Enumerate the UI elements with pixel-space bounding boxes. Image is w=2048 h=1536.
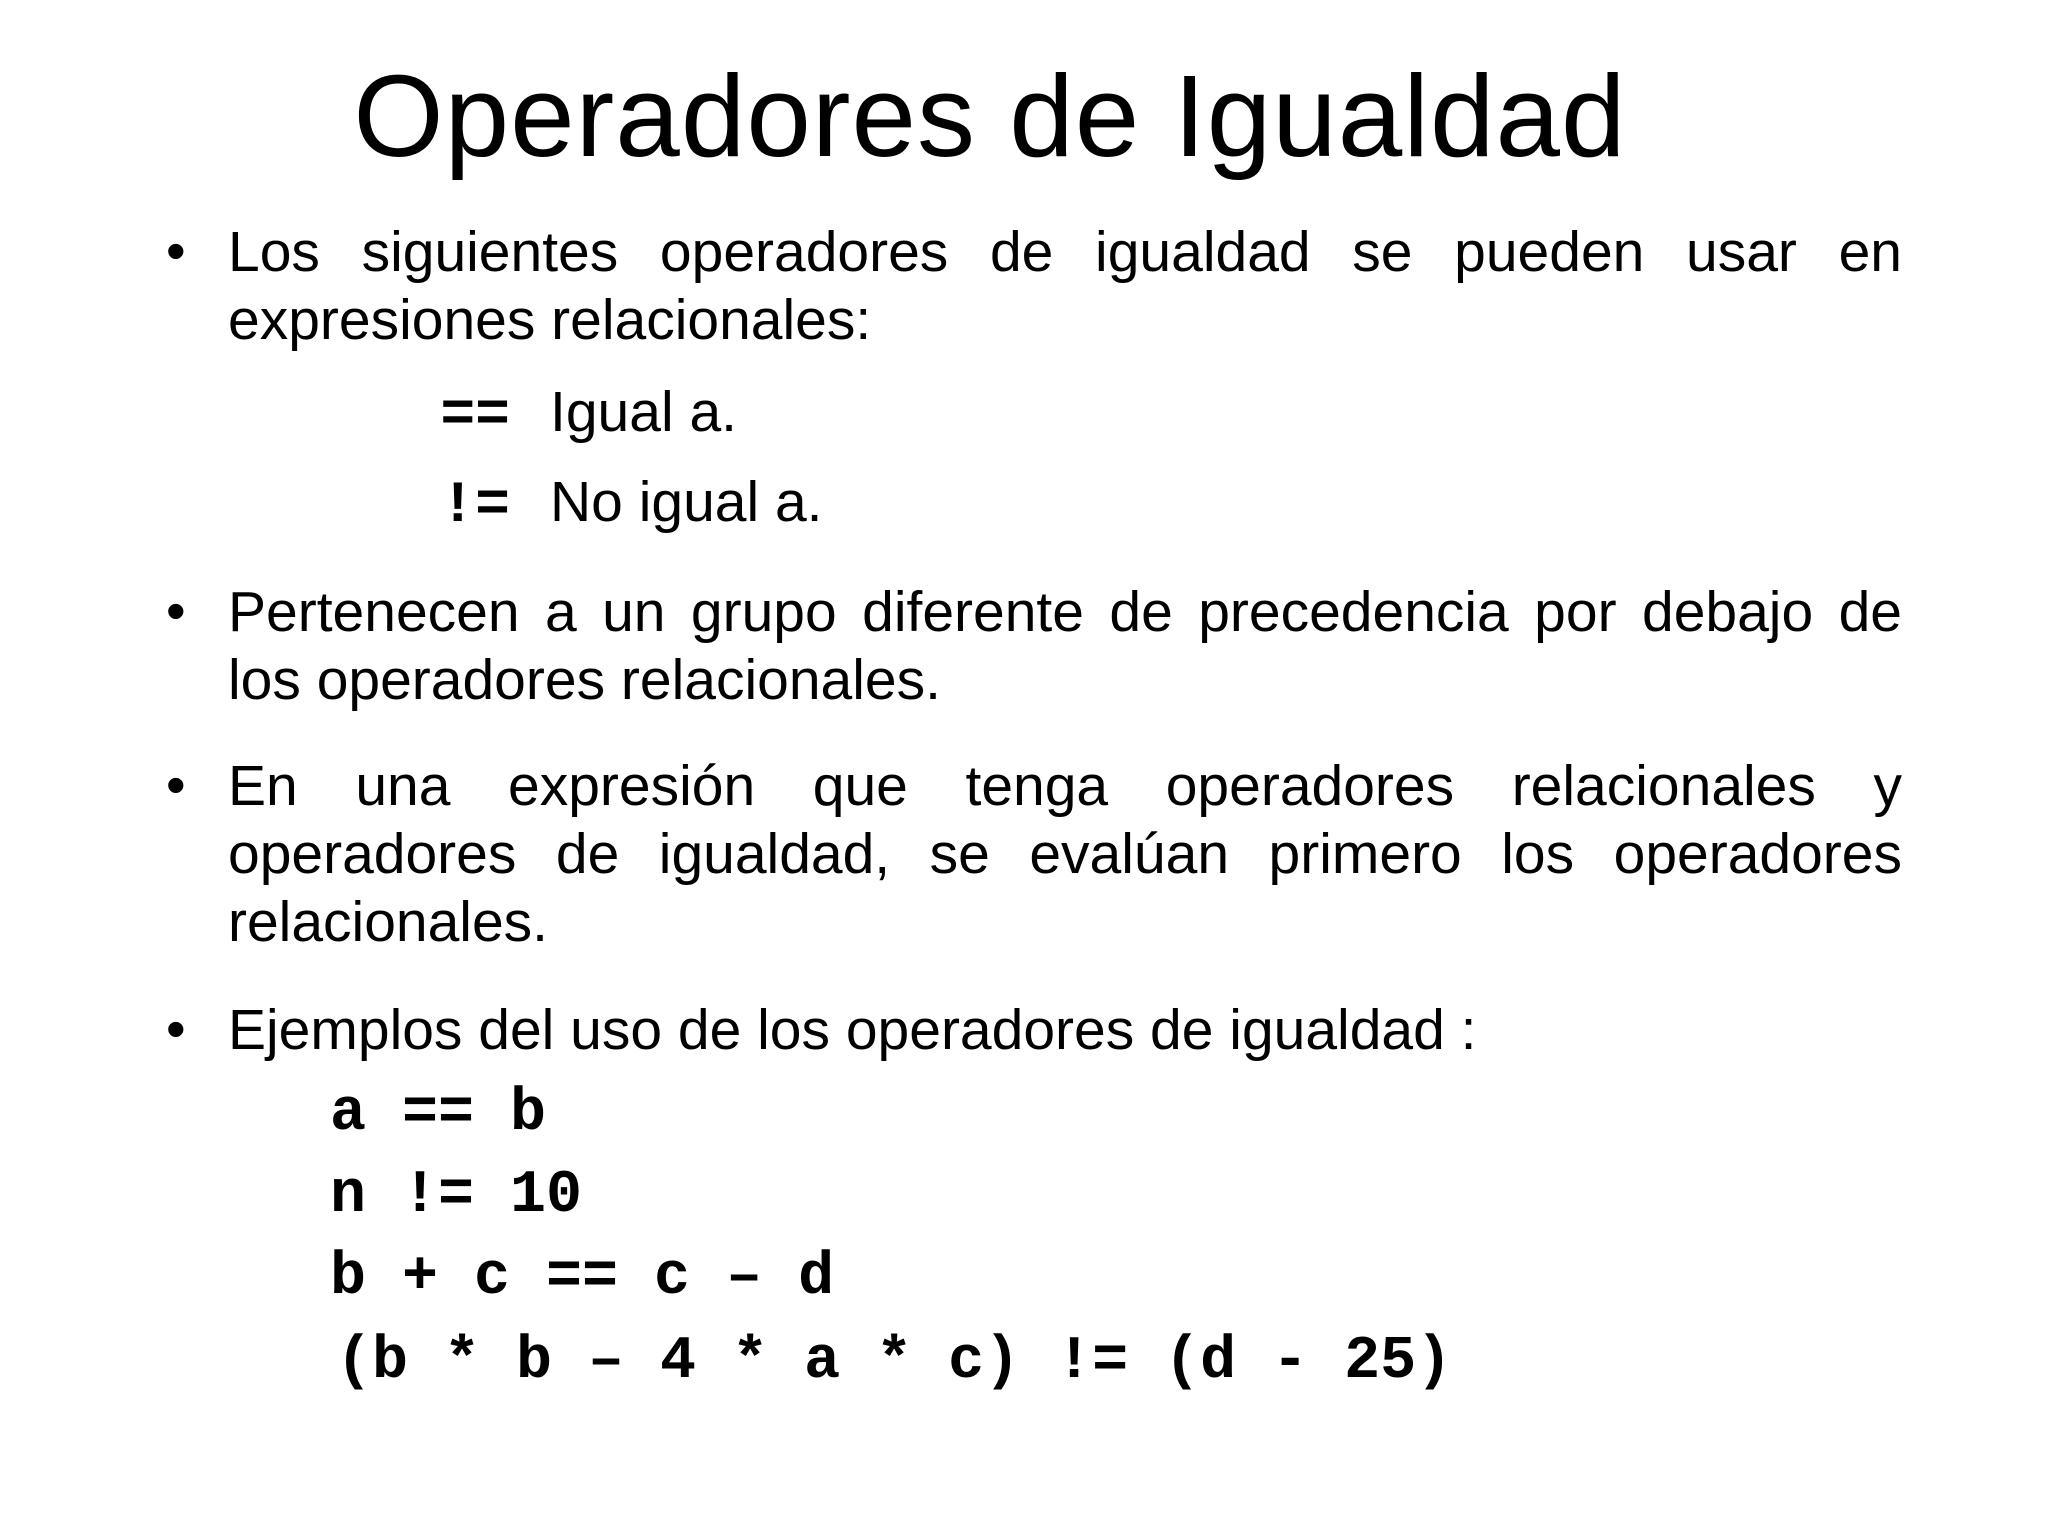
- operator-row-not-equal: [420, 462, 823, 542]
- bullet-text: En una expresión que tenga operadores relacionales y operadores de igualdad, se evalúan primero los operadores relacionales.: [228, 754, 1902, 954]
- code-example: b + c == c – d: [330, 1244, 835, 1312]
- bullet-item-evaluation-order: [166, 752, 1902, 956]
- bullet-item-examples: [166, 996, 1902, 1064]
- slide-title: Operadores de Igualdad: [353, 51, 1627, 181]
- bullet-text: Los siguientes operadores de igualdad se pueden usar en expresiones relacionales:: [228, 220, 1902, 352]
- operator-row-equal: [420, 372, 737, 452]
- code-example: a == b: [330, 1080, 547, 1148]
- operator-description: No igual a.: [550, 470, 823, 534]
- bullet-text: Ejemplos del uso de los operadores de igualdad :: [228, 998, 1477, 1062]
- code-example: n != 10: [330, 1162, 583, 1230]
- bullet-text: Pertenecen a un grupo diferente de precedencia por debajo de los operadores relacionales.: [228, 580, 1902, 712]
- bullet-marker: •: [166, 579, 186, 642]
- bullet-marker: •: [166, 753, 186, 816]
- bullet-marker: •: [166, 219, 186, 282]
- bullet-item-equality-intro: [166, 218, 1902, 354]
- bullet-item-precedence: [166, 578, 1902, 714]
- bullet-marker: •: [166, 997, 186, 1060]
- code-example: (b * b – 4 * a * c) != (d - 25): [336, 1328, 1453, 1396]
- operator-symbol: !=: [440, 474, 510, 539]
- operator-description: Igual a.: [550, 380, 737, 444]
- operator-symbol: ==: [440, 384, 510, 449]
